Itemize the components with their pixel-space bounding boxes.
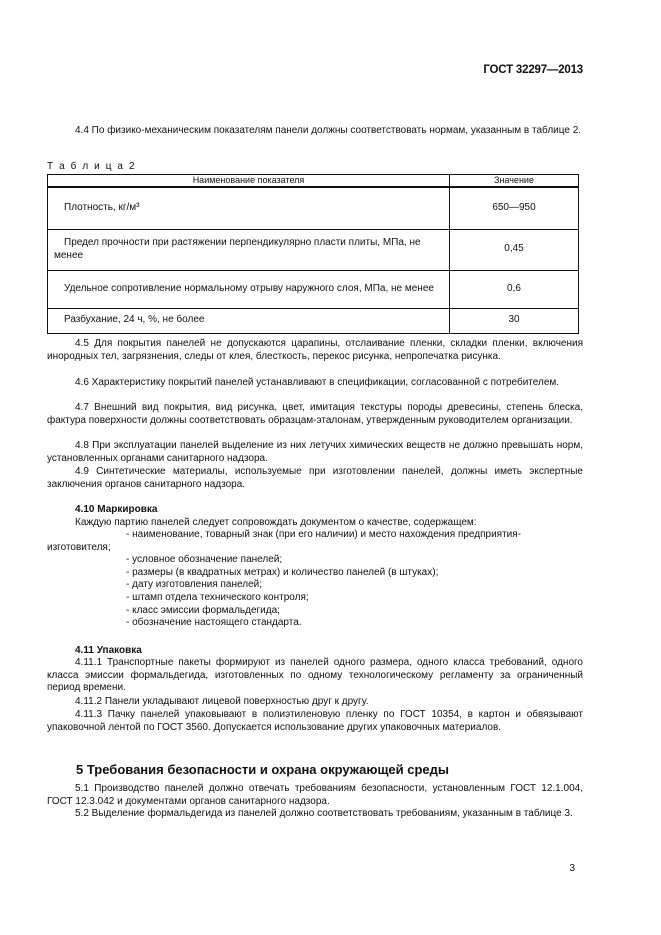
properties-table [47,174,579,334]
list-item: - штамп отдела технического контроля; [126,591,309,603]
row-name: Предел прочности при растяжении перпендикулярно пласти плиты, МПа, не менее [48,229,450,270]
paragraph-5-2: 5.2 Выделение формальдегида из панелей должно соответствовать требованиям, указанным в таблице 3. [75,808,573,819]
list-item: - наименование, товарный знак (при его наличии) и место нахождения предприятия- [126,529,521,540]
table-row [48,308,579,333]
row-value: 0,6 [450,270,579,308]
column-header-name: Наименование показателя [48,175,450,188]
marking-heading: 4.10 Маркировка [75,504,158,515]
paragraph-4-5: 4.5 Для покрытия панелей не допускаются царапины, отслаивание пленки, складки пленки, включения инородных тел, загрязнения, следы от клея, блесткость, перекос рисунка, непропечатка рисунка. [47,338,583,362]
paragraph-4-9: 4.9 Синтетические материалы, используемые при изготовлении панелей, должны иметь экспертные заключения органов санитарного надзора. [47,466,583,490]
row-name: Удельное сопротивление нормальному отрыву наружного слоя, МПа, не менее [48,270,450,308]
row-value: 0,45 [450,229,579,270]
table-header-row [48,175,579,188]
paragraph-4-6: 4.6 Характеристику покрытий панелей устанавливают в спецификации, согласованной с потребителем. [75,377,560,388]
packing-heading: 4.11 Упаковка [75,645,142,656]
row-value: 30 [450,308,579,333]
paragraph-5-1: 5.1 Производство панелей должно отвечать требованиям безопасности, установленным ГОСТ 12.1.004, ГОСТ 12.3.042 и документами органов санитарного надзора. [47,783,583,807]
section-5-heading: 5 Требования безопасности и охрана окружающей среды [76,762,450,777]
page-number: 3 [569,863,575,874]
list-item: - обозначение настоящего стандарта. [126,617,302,629]
paragraph-4-11-2: 4.11.2 Панели укладывают лицевой поверхностью друг к другу. [75,696,369,707]
table-caption: Т а б л и ц а 2 [47,161,137,172]
paragraph-4-11-3: 4.11.3 Пачку панелей упаковывают в полиэтиленовую пленку по ГОСТ 10354, в картон и обвязывают упаковочной лентой по ГОСТ 3560. Допускается использование других упаковочных материалов. [47,709,583,733]
table-row [48,229,579,270]
column-header-value: Значение [450,175,579,188]
table-row [48,187,579,229]
list-item: - размеры (в квадратных метрах) и количество панелей (в штуках); [126,566,439,578]
row-value: 650—950 [450,187,579,229]
list-item: - условное обозначение панелей; [126,554,283,566]
marking-intro: Каждую партию панелей следует сопровождать документом о качестве, содержащем: [75,517,477,528]
paragraph-4-11-1: 4.11.1 Транспортные пакеты формируют из панелей одного размера, одного класса требований, одного класса эмиссии формальдегида, изготовленных по одному технологическому регламенту за ограниченный период времени. [47,657,583,694]
list-item: - класс эмиссии формальдегида; [126,604,280,616]
row-name: Разбухание, 24 ч, %, не более [48,308,450,333]
paragraph-4-8: 4.8 При эксплуатации панелей выделение из них летучих химических веществ не должно превышать норм, установленных органами санитарного надзора. [47,440,583,464]
table-row [48,270,579,308]
marking-list [47,529,583,630]
row-name: Плотность, кг/м³ [48,187,450,229]
document-code: ГОСТ 32297—2013 [483,64,583,76]
list-item-continuation: изготовителя; [47,541,111,553]
paragraph-4-4: 4.4 По физико-механическим показателям панели должны соответствовать нормам, указанным в таблице 2. [75,125,582,136]
paragraph-4-7: 4.7 Внешний вид покрытия, вид рисунка, цвет, имитация текстуры породы древесины, степень блеска, фактура поверхности должны соответствовать образцам-эталонам, утвержденным руководителем организации. [47,402,583,426]
list-item: - дату изготовления панелей; [126,579,262,591]
